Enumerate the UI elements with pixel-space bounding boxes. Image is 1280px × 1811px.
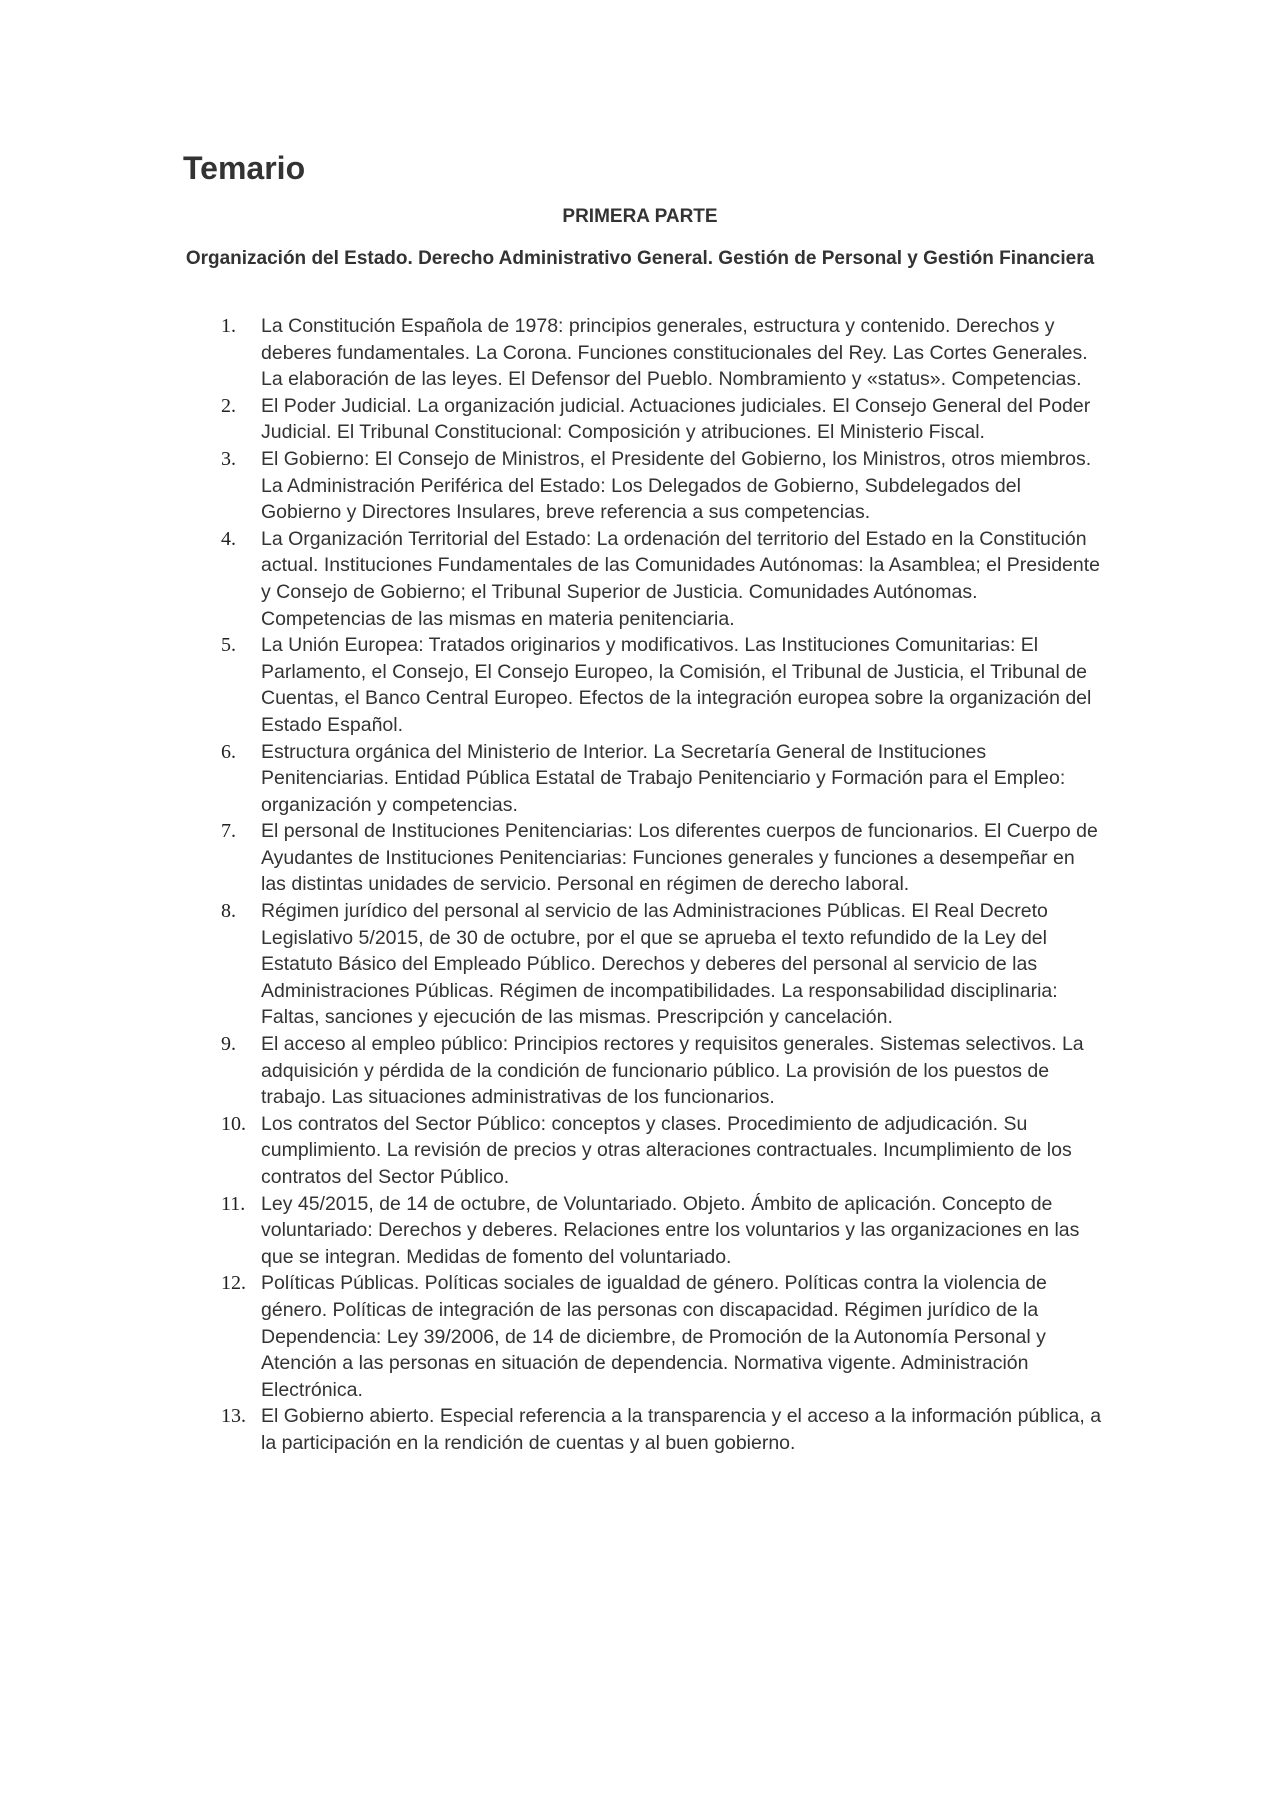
topic-text: El Gobierno: El Consejo de Ministros, el Presidente del Gobierno, los Ministros, otros miembros. La Administración Periférica del Estado: Los Delegados de Gobierno, Subdelegados del Gobierno y Directores Insulares, breve referencia a sus competencias. <box>261 447 1092 524</box>
topic-number: 3. <box>221 447 236 470</box>
topic-number: 4. <box>221 527 236 550</box>
topic-item <box>183 818 1105 898</box>
topic-item <box>183 898 1105 1031</box>
topic-item <box>183 446 1105 526</box>
topic-number: 13. <box>221 1405 246 1428</box>
part-heading: PRIMERA PARTE <box>562 206 718 227</box>
topic-item <box>183 632 1105 738</box>
topic-number: 11. <box>221 1192 246 1215</box>
topic-item <box>183 526 1105 632</box>
topic-number: 1. <box>221 315 236 337</box>
topic-text: Estructura orgánica del Ministerio de Interior. La Secretaría General de Instituciones Penitenciarias. Entidad Pública Estatal de Trabajo Penitenciario y Formación para el Empleo: organización y competencias. <box>261 740 1066 816</box>
topic-item <box>183 1111 1105 1191</box>
topic-item <box>183 1403 1105 1456</box>
topic-text: Los contratos del Sector Público: conceptos y clases. Procedimiento de adjudicación. Su cumplimiento. La revisión de precios y otras alteraciones contractuales. Incumplimiento de los contratos del Sector Público. <box>261 1112 1072 1188</box>
topic-item <box>183 313 1105 393</box>
topic-text: La Unión Europea: Tratados originarios y modificativos. Las Instituciones Comunitarias: El Parlamento, el Consejo, El Consejo Europeo, la Comisión, el Tribunal de Justicia, el Tribunal de Cuentas, el Banco Central Europeo. Efectos de la integración europea sobre la organización del Estado Español. <box>261 634 1092 736</box>
topic-text: Ley 45/2015, de 14 de octubre, de Voluntariado. Objeto. Ámbito de aplicación. Concepto de voluntariado: Derechos y deberes. Relaciones entre los voluntarios y las organizaciones en las que se integran. Medidas de fomento del voluntariado. <box>261 1192 1080 1268</box>
document-title: Temario <box>183 150 306 186</box>
topic-text: El acceso al empleo público: Principios rectores y requisitos generales. Sistemas selectivos. La adquisición y pérdida de la condición de funcionario público. La provisión de los puestos de trabajo. Las situaciones administrativas de los funcionarios. <box>261 1033 1084 1109</box>
topic-text: Políticas Públicas. Políticas sociales de igualdad de género. Políticas contra la violencia de género. Políticas de integración de las personas con discapacidad. Régimen jurídico de la Dependencia: Ley 39/2006, de 14 de diciembre, de Promoción de la Autonomía Personal y Atención a las personas en situación de dependencia. Normativa vigente. Administración Electrónica. <box>261 1272 1047 1401</box>
topic-number: 6. <box>221 740 236 763</box>
topic-item <box>183 1031 1105 1111</box>
topic-text: Régimen jurídico del personal al servicio de las Administraciones Públicas. El Real Decreto Legislativo 5/2015, de 30 de octubre, por el que se aprueba el texto refundido de la Ley del Estatuto Básico del Empleado Público. Derechos y deberes del personal al servicio de las Administraciones Públicas. Régimen de incompatibilidades. La responsabilidad disciplinaria: Faltas, sanciones y ejecución de las mismas. Prescripción y cancelación. <box>261 900 1058 1029</box>
topic-number: 5. <box>221 634 236 657</box>
part-subheading: Organización del Estado. Derecho Administrativo General. Gestión de Personal y Gestión Financiera <box>185 248 1095 269</box>
topic-item <box>183 1191 1105 1271</box>
topic-item <box>183 393 1105 446</box>
topic-text: El personal de Instituciones Penitenciarias: Los diferentes cuerpos de funcionarios. El Cuerpo de Ayudantes de Instituciones Penitenciarias: Funciones generales y funciones a desempeñar en las distintas unidades de servicio. Personal en régimen de derecho laboral. <box>261 820 1098 896</box>
topic-text: El Gobierno abierto. Especial referencia a la transparencia y el acceso a la información pública, a la participación en la rendición de cuentas y al buen gobierno. <box>261 1405 1102 1454</box>
topic-list <box>183 313 1105 1457</box>
topic-number: 2. <box>221 394 236 417</box>
topic-item <box>183 739 1105 819</box>
topic-number: 10. <box>221 1112 246 1135</box>
topic-number: 8. <box>221 900 236 923</box>
topic-number: 7. <box>221 820 236 843</box>
topic-item <box>183 1270 1105 1403</box>
topic-text: La Organización Territorial del Estado: La ordenación del territorio del Estado en la Constitución actual. Instituciones Fundamentales de las Comunidades Autónomas: la Asamblea; el Presidente y Consejo de Gobierno; el Tribunal Superior de Justicia. Comunidades Autónomas. Competencias de las mismas en materia penitenciaria. <box>261 527 1100 630</box>
topic-text: La Constitución Española de 1978: principios generales, estructura y contenido. Derechos y deberes fundamentales. La Corona. Funciones constitucionales del Rey. Las Cortes Generales. La elaboración de las leyes. El Defensor del Pueblo. Nombramiento y «status». Competencias. <box>261 315 1088 391</box>
topic-number: 12. <box>221 1272 246 1295</box>
topic-text: El Poder Judicial. La organización judicial. Actuaciones judiciales. El Consejo General del Poder Judicial. El Tribunal Constitucional: Composición y atribuciones. El Ministerio Fiscal. <box>261 394 1091 444</box>
topic-number: 9. <box>221 1033 236 1056</box>
